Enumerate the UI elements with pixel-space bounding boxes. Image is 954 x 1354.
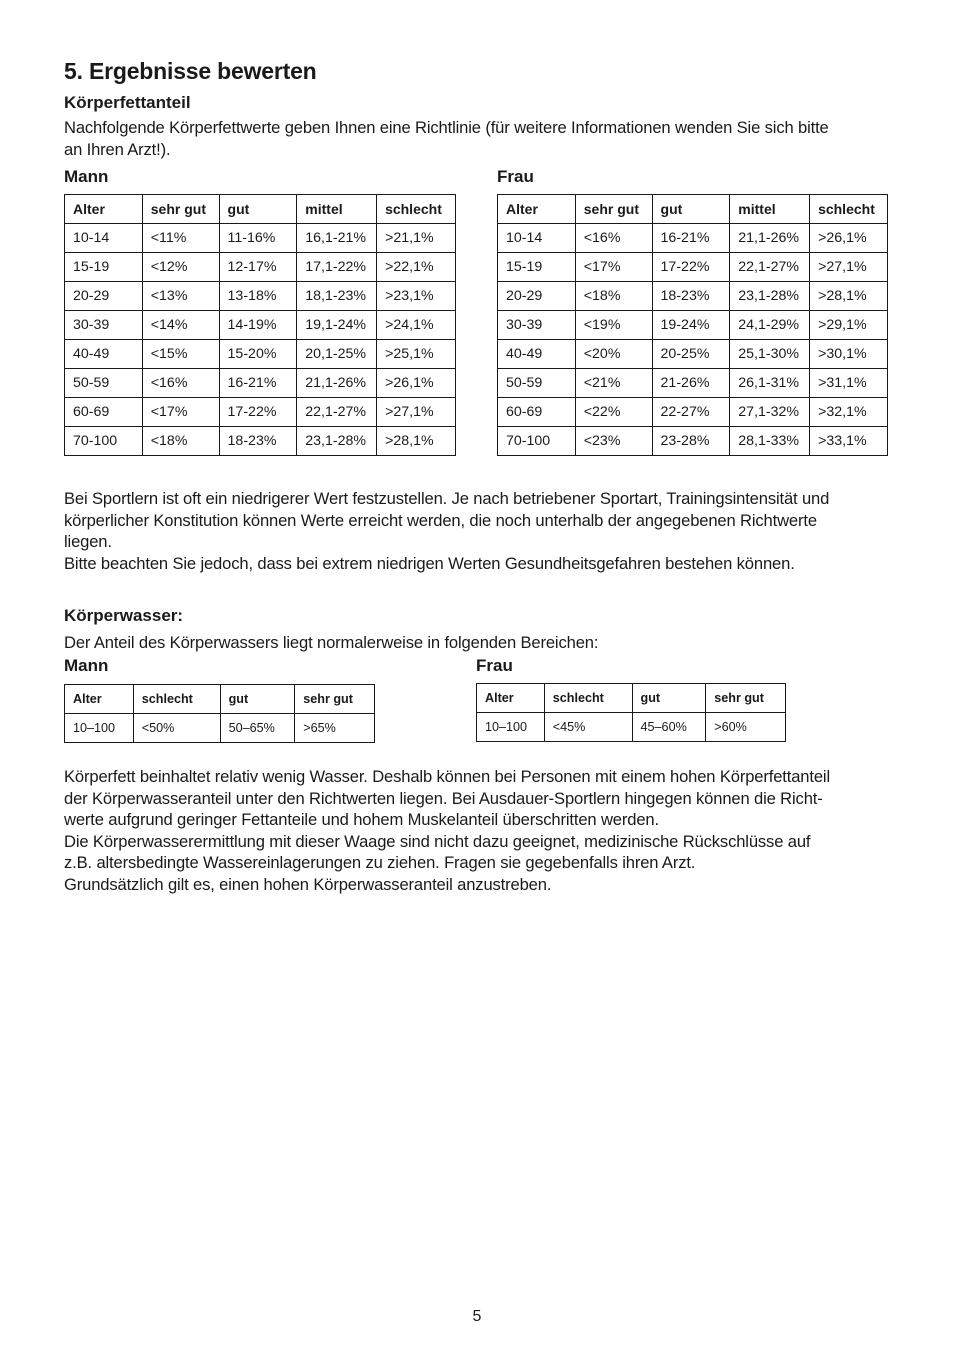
table-cell: 21,1-26% — [297, 369, 377, 398]
table-row — [65, 253, 456, 282]
table-cell: <22% — [575, 398, 652, 427]
table-row — [498, 398, 888, 427]
fat-section-title: Körperfettanteil — [64, 93, 191, 112]
table-cell: 16-21% — [219, 369, 297, 398]
table-cell: 15-19 — [65, 253, 143, 282]
column-header: sehr gut — [142, 195, 219, 224]
column-header: Alter — [498, 195, 576, 224]
fat-women-label: Frau — [497, 167, 534, 186]
table-cell: 27,1-32% — [730, 398, 810, 427]
table-cell: 22,1-27% — [730, 253, 810, 282]
table-cell: <20% — [575, 340, 652, 369]
table-cell: 40-49 — [498, 340, 576, 369]
table-cell: >25,1% — [377, 340, 456, 369]
table-cell: 13-18% — [219, 282, 297, 311]
table-cell: 17-22% — [652, 253, 730, 282]
table-cell: >31,1% — [810, 369, 888, 398]
table-cell: 17,1-22% — [297, 253, 377, 282]
table-cell: 19,1-24% — [297, 311, 377, 340]
water-men-label: Mann — [64, 656, 109, 675]
table-cell: <18% — [142, 427, 219, 456]
table-cell: 20-29 — [498, 282, 576, 311]
table-cell: 26,1-31% — [730, 369, 810, 398]
column-header: schlecht — [377, 195, 456, 224]
table-header-row — [65, 195, 456, 224]
table-row — [498, 427, 888, 456]
table-cell: 30-39 — [65, 311, 143, 340]
water-note-line: z.B. altersbedingte Wassereinlagerungen zu ziehen. Fragen sie gegebenfalls ihren Arzt. — [64, 853, 696, 872]
table-row — [65, 369, 456, 398]
table-cell: 30-39 — [498, 311, 576, 340]
fat-intro-line: an Ihren Arzt!). — [64, 139, 171, 159]
table-cell: 12-17% — [219, 253, 297, 282]
table-cell: >26,1% — [810, 224, 888, 253]
table-cell: 15-20% — [219, 340, 297, 369]
table-row — [498, 311, 888, 340]
fat-note-line: liegen. — [64, 532, 112, 551]
table-cell: 16,1-21% — [297, 224, 377, 253]
column-header: Alter — [477, 684, 545, 713]
table-cell: 18-23% — [219, 427, 297, 456]
table-cell: >26,1% — [377, 369, 456, 398]
table-cell: 16-21% — [652, 224, 730, 253]
table-cell: 45–60% — [632, 713, 706, 742]
table-cell: <17% — [142, 398, 219, 427]
water-note-line: Die Körperwasserermittlung mit dieser Waage sind nicht dazu geeignet, medizinische Rückschlüsse auf — [64, 831, 811, 851]
column-header: gut — [219, 195, 297, 224]
table-cell: <16% — [142, 369, 219, 398]
fat-intro — [64, 117, 829, 160]
water-note-line: werte aufgrund geringer Fettanteile und hohem Muskelanteil überschritten werden. — [64, 810, 659, 829]
table-cell: 70-100 — [65, 427, 143, 456]
fat-men-table — [64, 194, 456, 456]
table-cell: 20-29 — [65, 282, 143, 311]
table-cell: >33,1% — [810, 427, 888, 456]
column-header: mittel — [297, 195, 377, 224]
table-row — [65, 311, 456, 340]
table-cell: >32,1% — [810, 398, 888, 427]
table-cell: <21% — [575, 369, 652, 398]
fat-notes — [64, 488, 829, 574]
table-cell: >27,1% — [377, 398, 456, 427]
column-header: sehr gut — [706, 684, 786, 713]
column-header: schlecht — [810, 195, 888, 224]
column-header: Alter — [65, 195, 143, 224]
table-row — [65, 398, 456, 427]
fat-women-table — [497, 194, 888, 456]
table-cell: 25,1-30% — [730, 340, 810, 369]
table-cell: 18,1-23% — [297, 282, 377, 311]
table-cell: 10-14 — [65, 224, 143, 253]
column-header: gut — [652, 195, 730, 224]
table-cell: >28,1% — [377, 427, 456, 456]
fat-note-line: Bei Sportlern ist oft ein niedrigerer Wert festzustellen. Je nach betriebener Sportart, Trainingsintensität und — [64, 489, 830, 508]
column-header: gut — [220, 685, 295, 714]
water-men-table — [64, 684, 375, 743]
table-cell: <12% — [142, 253, 219, 282]
fat-note-line: Bitte beachten Sie jedoch, dass bei extrem niedrigen Werten Gesundheitsgefahren bestehen können. — [64, 553, 795, 573]
table-cell: 24,1-29% — [730, 311, 810, 340]
table-row — [65, 427, 456, 456]
column-header: gut — [632, 684, 706, 713]
table-cell: <50% — [133, 714, 220, 743]
table-row — [498, 340, 888, 369]
column-header: sehr gut — [575, 195, 652, 224]
table-cell: 28,1-33% — [730, 427, 810, 456]
water-section-title: Körperwasser: — [64, 606, 184, 625]
water-intro: Der Anteil des Körperwassers liegt normalerweise in folgenden Bereichen: — [64, 633, 599, 652]
table-cell: <45% — [544, 713, 632, 742]
table-cell: 20-25% — [652, 340, 730, 369]
table-header-row — [477, 684, 786, 713]
table-cell: <13% — [142, 282, 219, 311]
table-row — [498, 369, 888, 398]
water-note-line: der Körperwasseranteil unter den Richtwerten liegen. Bei Ausdauer-Sportlern hingegen können die Richt- — [64, 788, 823, 808]
table-cell: <16% — [575, 224, 652, 253]
table-cell: 70-100 — [498, 427, 576, 456]
table-cell: >28,1% — [810, 282, 888, 311]
table-cell: 21,1-26% — [730, 224, 810, 253]
table-cell: >21,1% — [377, 224, 456, 253]
page-title: 5. Ergebnisse bewerten — [64, 58, 317, 84]
table-row — [498, 253, 888, 282]
table-cell: >24,1% — [377, 311, 456, 340]
page-number: 5 — [472, 1308, 482, 1325]
fat-men-label: Mann — [64, 167, 109, 186]
column-header: schlecht — [544, 684, 632, 713]
table-cell: >29,1% — [810, 311, 888, 340]
table-row — [65, 340, 456, 369]
table-cell: <23% — [575, 427, 652, 456]
table-cell: >22,1% — [377, 253, 456, 282]
table-cell: 10–100 — [477, 713, 545, 742]
table-cell: <14% — [142, 311, 219, 340]
column-header: sehr gut — [295, 685, 375, 714]
column-header: schlecht — [133, 685, 220, 714]
table-cell: 20,1-25% — [297, 340, 377, 369]
table-cell: 60-69 — [498, 398, 576, 427]
table-row — [65, 282, 456, 311]
water-women-label: Frau — [476, 656, 513, 675]
table-cell: 15-19 — [498, 253, 576, 282]
table-cell: >23,1% — [377, 282, 456, 311]
table-cell: 23,1-28% — [297, 427, 377, 456]
table-cell: 10-14 — [498, 224, 576, 253]
table-cell: 60-69 — [65, 398, 143, 427]
table-cell: >30,1% — [810, 340, 888, 369]
table-cell: >60% — [706, 713, 786, 742]
table-cell: 11-16% — [219, 224, 297, 253]
table-cell: 10–100 — [65, 714, 134, 743]
fat-note-line: körperlicher Konstitution können Werte erreicht werden, die noch unterhalb der angegebenen Richtwerte — [64, 510, 817, 530]
table-header-row — [498, 195, 888, 224]
table-cell: <19% — [575, 311, 652, 340]
column-header: mittel — [730, 195, 810, 224]
table-cell: <15% — [142, 340, 219, 369]
water-women-table — [476, 683, 786, 742]
table-cell: 23,1-28% — [730, 282, 810, 311]
table-cell: 50–65% — [220, 714, 295, 743]
table-cell: 23-28% — [652, 427, 730, 456]
water-note-line: Grundsätzlich gilt es, einen hohen Körperwasseranteil anzustreben. — [64, 874, 552, 894]
table-cell: <17% — [575, 253, 652, 282]
column-header: Alter — [65, 685, 134, 714]
fat-intro-line: Nachfolgende Körperfettwerte geben Ihnen eine Richtlinie (für weitere Informationen wenden Sie sich bitte — [64, 118, 829, 137]
table-cell: 21-26% — [652, 369, 730, 398]
table-header-row — [65, 685, 375, 714]
table-cell: 22,1-27% — [297, 398, 377, 427]
table-row — [65, 224, 456, 253]
table-cell: <18% — [575, 282, 652, 311]
table-row — [477, 713, 786, 742]
table-row — [65, 714, 375, 743]
table-cell: >27,1% — [810, 253, 888, 282]
table-cell: 19-24% — [652, 311, 730, 340]
water-notes — [64, 766, 830, 895]
table-cell: 18-23% — [652, 282, 730, 311]
table-cell: 14-19% — [219, 311, 297, 340]
table-cell: 17-22% — [219, 398, 297, 427]
table-cell: >65% — [295, 714, 375, 743]
table-cell: 22-27% — [652, 398, 730, 427]
table-cell: <11% — [142, 224, 219, 253]
water-note-line: Körperfett beinhaltet relativ wenig Wasser. Deshalb können bei Personen mit einem hohen Körperfettanteil — [64, 767, 830, 786]
table-cell: 50-59 — [498, 369, 576, 398]
table-row — [498, 224, 888, 253]
table-cell: 50-59 — [65, 369, 143, 398]
table-row — [498, 282, 888, 311]
table-cell: 40-49 — [65, 340, 143, 369]
